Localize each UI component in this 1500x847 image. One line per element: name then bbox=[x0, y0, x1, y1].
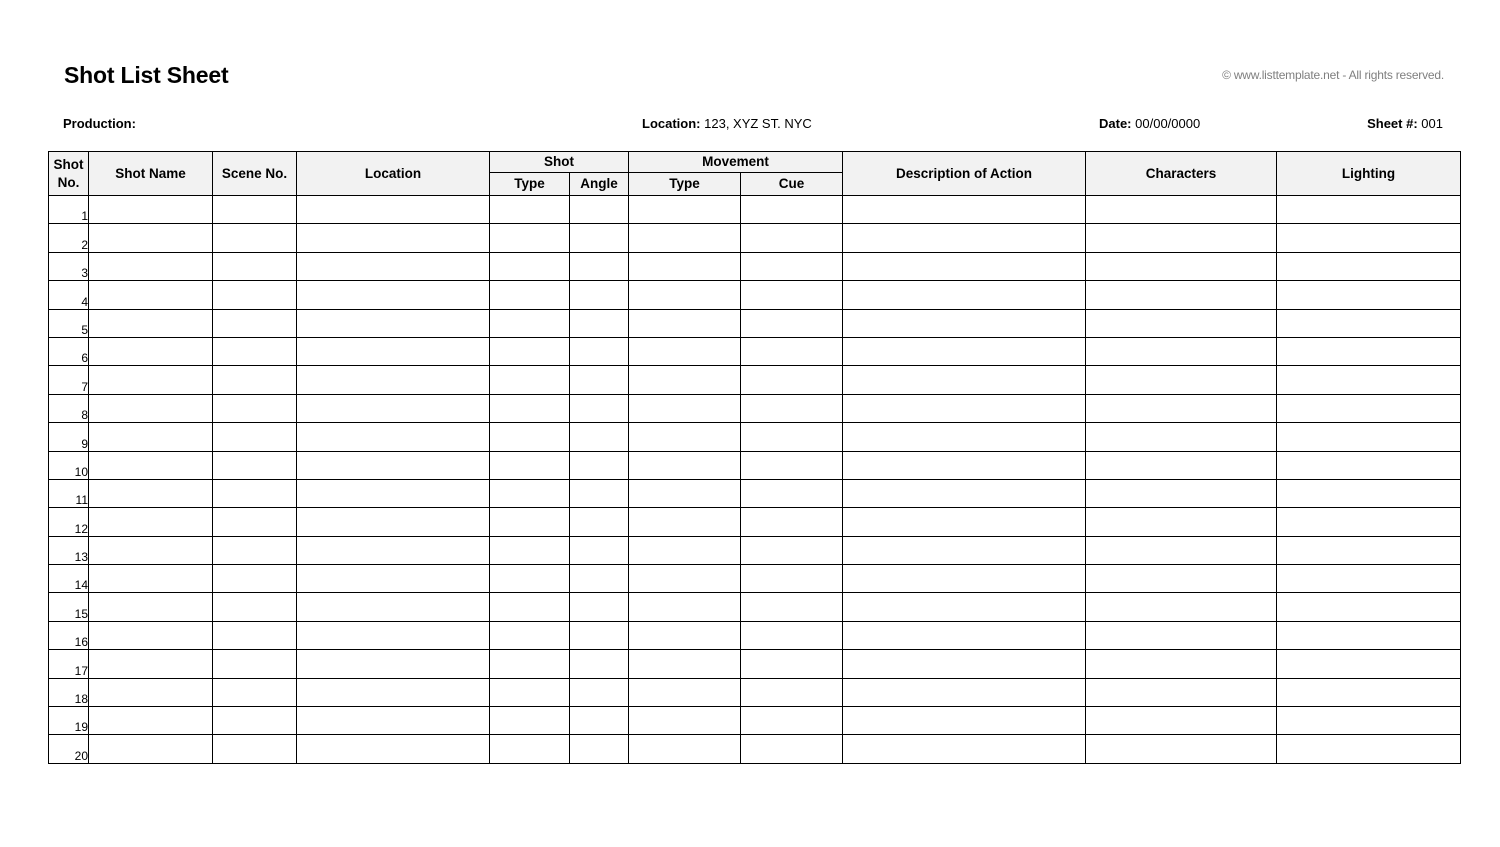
row-number: 14 bbox=[49, 565, 89, 593]
movement-type-cell[interactable] bbox=[629, 252, 741, 280]
shot-name-cell[interactable] bbox=[89, 565, 213, 593]
row-number: 7 bbox=[49, 366, 89, 394]
location-cell[interactable] bbox=[297, 281, 490, 309]
shot-name-cell[interactable] bbox=[89, 394, 213, 422]
scene-no-cell[interactable] bbox=[213, 707, 297, 735]
header-group-movement: Movement bbox=[629, 152, 843, 173]
shot-name-cell[interactable] bbox=[89, 252, 213, 280]
movement-cue-cell[interactable] bbox=[741, 252, 843, 280]
movement-cue-cell[interactable] bbox=[741, 565, 843, 593]
shot-type-cell[interactable] bbox=[490, 735, 570, 763]
scene-no-cell[interactable] bbox=[213, 337, 297, 365]
description-cell[interactable] bbox=[843, 508, 1086, 536]
movement-cue-cell[interactable] bbox=[741, 366, 843, 394]
characters-cell[interactable] bbox=[1086, 479, 1277, 507]
header-location: Location bbox=[297, 152, 490, 196]
movement-type-cell[interactable] bbox=[629, 281, 741, 309]
movement-type-cell[interactable] bbox=[629, 196, 741, 224]
table-row bbox=[49, 678, 1461, 706]
movement-cue-cell[interactable] bbox=[741, 650, 843, 678]
shot-angle-cell[interactable] bbox=[570, 224, 629, 252]
movement-type-cell[interactable] bbox=[629, 565, 741, 593]
shot-angle-cell[interactable] bbox=[570, 366, 629, 394]
characters-cell[interactable] bbox=[1086, 650, 1277, 678]
location-cell[interactable] bbox=[297, 451, 490, 479]
movement-cue-cell[interactable] bbox=[741, 451, 843, 479]
table-row bbox=[49, 196, 1461, 224]
shot-angle-cell[interactable] bbox=[570, 536, 629, 564]
header-group-shot: Shot bbox=[490, 152, 629, 173]
description-cell[interactable] bbox=[843, 224, 1086, 252]
shot-name-cell[interactable] bbox=[89, 735, 213, 763]
movement-type-cell[interactable] bbox=[629, 423, 741, 451]
shot-angle-cell[interactable] bbox=[570, 479, 629, 507]
header-shot-type: Type bbox=[490, 173, 570, 196]
description-cell[interactable] bbox=[843, 252, 1086, 280]
scene-no-cell[interactable] bbox=[213, 565, 297, 593]
shot-type-cell[interactable] bbox=[490, 479, 570, 507]
characters-cell[interactable] bbox=[1086, 451, 1277, 479]
description-cell[interactable] bbox=[843, 565, 1086, 593]
characters-cell[interactable] bbox=[1086, 678, 1277, 706]
description-cell[interactable] bbox=[843, 735, 1086, 763]
table-row bbox=[49, 536, 1461, 564]
location-cell[interactable] bbox=[297, 621, 490, 649]
description-cell[interactable] bbox=[843, 678, 1086, 706]
shot-name-cell[interactable] bbox=[89, 621, 213, 649]
movement-cue-cell[interactable] bbox=[741, 224, 843, 252]
description-cell[interactable] bbox=[843, 593, 1086, 621]
location-cell[interactable] bbox=[297, 394, 490, 422]
characters-cell[interactable] bbox=[1086, 366, 1277, 394]
header-shot-angle: Angle bbox=[570, 173, 629, 196]
lighting-cell[interactable] bbox=[1277, 281, 1461, 309]
header-shot-name: Shot Name bbox=[89, 152, 213, 196]
scene-no-cell[interactable] bbox=[213, 508, 297, 536]
row-number: 19 bbox=[49, 707, 89, 735]
row-number: 6 bbox=[49, 337, 89, 365]
lighting-cell[interactable] bbox=[1277, 224, 1461, 252]
shot-name-cell[interactable] bbox=[89, 650, 213, 678]
lighting-cell[interactable] bbox=[1277, 678, 1461, 706]
row-number: 8 bbox=[49, 394, 89, 422]
lighting-cell[interactable] bbox=[1277, 423, 1461, 451]
movement-type-cell[interactable] bbox=[629, 366, 741, 394]
characters-cell[interactable] bbox=[1086, 309, 1277, 337]
page-title: Shot List Sheet bbox=[64, 62, 229, 88]
row-number: 10 bbox=[49, 451, 89, 479]
movement-type-cell[interactable] bbox=[629, 508, 741, 536]
shot-type-cell[interactable] bbox=[490, 423, 570, 451]
header-scene-no: Scene No. bbox=[213, 152, 297, 196]
shot-name-cell[interactable] bbox=[89, 366, 213, 394]
characters-cell[interactable] bbox=[1086, 735, 1277, 763]
header-movement-cue: Cue bbox=[741, 173, 843, 196]
shot-type-cell[interactable] bbox=[490, 650, 570, 678]
location-cell[interactable] bbox=[297, 479, 490, 507]
lighting-cell[interactable] bbox=[1277, 735, 1461, 763]
row-number: 5 bbox=[49, 309, 89, 337]
characters-cell[interactable] bbox=[1086, 536, 1277, 564]
shot-type-cell[interactable] bbox=[490, 309, 570, 337]
shot-type-cell[interactable] bbox=[490, 281, 570, 309]
description-cell[interactable] bbox=[843, 479, 1086, 507]
row-number: 15 bbox=[49, 593, 89, 621]
description-cell[interactable] bbox=[843, 337, 1086, 365]
movement-cue-cell[interactable] bbox=[741, 735, 843, 763]
characters-cell[interactable] bbox=[1086, 707, 1277, 735]
header-shot-no-line1: Shot bbox=[53, 156, 84, 172]
movement-type-cell[interactable] bbox=[629, 735, 741, 763]
characters-cell[interactable] bbox=[1086, 621, 1277, 649]
movement-cue-cell[interactable] bbox=[741, 678, 843, 706]
table-row bbox=[49, 252, 1461, 280]
movement-cue-cell[interactable] bbox=[741, 593, 843, 621]
production-field bbox=[63, 116, 136, 131]
shot-name-cell[interactable] bbox=[89, 224, 213, 252]
shot-name-cell[interactable] bbox=[89, 309, 213, 337]
shot-type-cell[interactable] bbox=[490, 451, 570, 479]
lighting-cell[interactable] bbox=[1277, 337, 1461, 365]
shot-name-cell[interactable] bbox=[89, 508, 213, 536]
shot-name-cell[interactable] bbox=[89, 536, 213, 564]
table-row bbox=[49, 224, 1461, 252]
header-shot-no bbox=[49, 152, 89, 196]
lighting-cell[interactable] bbox=[1277, 593, 1461, 621]
shot-name-cell[interactable] bbox=[89, 479, 213, 507]
row-number: 16 bbox=[49, 621, 89, 649]
table-row bbox=[49, 337, 1461, 365]
table-row bbox=[49, 650, 1461, 678]
scene-no-cell[interactable] bbox=[213, 423, 297, 451]
lighting-cell[interactable] bbox=[1277, 252, 1461, 280]
location-cell[interactable] bbox=[297, 735, 490, 763]
scene-no-cell[interactable] bbox=[213, 621, 297, 649]
table-row bbox=[49, 394, 1461, 422]
header-description: Description of Action bbox=[843, 152, 1086, 196]
description-cell[interactable] bbox=[843, 536, 1086, 564]
date-label: Date: bbox=[1099, 116, 1132, 131]
description-cell[interactable] bbox=[843, 707, 1086, 735]
header-lighting: Lighting bbox=[1277, 152, 1461, 196]
row-number: 18 bbox=[49, 678, 89, 706]
shot-type-cell[interactable] bbox=[490, 593, 570, 621]
location-cell[interactable] bbox=[297, 565, 490, 593]
row-number: 11 bbox=[49, 479, 89, 507]
scene-no-cell[interactable] bbox=[213, 593, 297, 621]
shot-angle-cell[interactable] bbox=[570, 621, 629, 649]
shot-type-cell[interactable] bbox=[490, 252, 570, 280]
shot-name-cell[interactable] bbox=[89, 281, 213, 309]
row-number: 2 bbox=[49, 224, 89, 252]
table-row bbox=[49, 621, 1461, 649]
location-cell[interactable] bbox=[297, 536, 490, 564]
shot-type-cell[interactable] bbox=[490, 678, 570, 706]
date-value: 00/00/0000 bbox=[1135, 116, 1201, 131]
lighting-cell[interactable] bbox=[1277, 536, 1461, 564]
lighting-cell[interactable] bbox=[1277, 394, 1461, 422]
description-cell[interactable] bbox=[843, 281, 1086, 309]
scene-no-cell[interactable] bbox=[213, 536, 297, 564]
movement-type-cell[interactable] bbox=[629, 621, 741, 649]
description-cell[interactable] bbox=[843, 394, 1086, 422]
table-row bbox=[49, 593, 1461, 621]
shot-angle-cell[interactable] bbox=[570, 451, 629, 479]
lighting-cell[interactable] bbox=[1277, 565, 1461, 593]
location-cell[interactable] bbox=[297, 650, 490, 678]
shot-type-cell[interactable] bbox=[490, 508, 570, 536]
shot-angle-cell[interactable] bbox=[570, 508, 629, 536]
characters-cell[interactable] bbox=[1086, 565, 1277, 593]
movement-type-cell[interactable] bbox=[629, 451, 741, 479]
movement-cue-cell[interactable] bbox=[741, 536, 843, 564]
scene-no-cell[interactable] bbox=[213, 252, 297, 280]
description-cell[interactable] bbox=[843, 196, 1086, 224]
shot-type-cell[interactable] bbox=[490, 621, 570, 649]
table-row bbox=[49, 423, 1461, 451]
shot-type-cell[interactable] bbox=[490, 536, 570, 564]
location-cell[interactable] bbox=[297, 707, 490, 735]
header-movement-type: Type bbox=[629, 173, 741, 196]
description-cell[interactable] bbox=[843, 366, 1086, 394]
shot-angle-cell[interactable] bbox=[570, 678, 629, 706]
shot-angle-cell[interactable] bbox=[570, 252, 629, 280]
table-row bbox=[49, 565, 1461, 593]
table-row bbox=[49, 479, 1461, 507]
shot-angle-cell[interactable] bbox=[570, 735, 629, 763]
row-number: 9 bbox=[49, 423, 89, 451]
lighting-cell[interactable] bbox=[1277, 508, 1461, 536]
shot-type-cell[interactable] bbox=[490, 707, 570, 735]
lighting-cell[interactable] bbox=[1277, 366, 1461, 394]
row-number: 20 bbox=[49, 735, 89, 763]
sheet-number-label: Sheet #: bbox=[1367, 116, 1418, 131]
header-shot-no-line2: No. bbox=[57, 174, 80, 190]
lighting-cell[interactable] bbox=[1277, 479, 1461, 507]
shot-angle-cell[interactable] bbox=[570, 337, 629, 365]
scene-no-cell[interactable] bbox=[213, 650, 297, 678]
movement-cue-cell[interactable] bbox=[741, 423, 843, 451]
shot-name-cell[interactable] bbox=[89, 196, 213, 224]
scene-no-cell[interactable] bbox=[213, 366, 297, 394]
characters-cell[interactable] bbox=[1086, 508, 1277, 536]
movement-type-cell[interactable] bbox=[629, 536, 741, 564]
movement-type-cell[interactable] bbox=[629, 479, 741, 507]
characters-cell[interactable] bbox=[1086, 196, 1277, 224]
lighting-cell[interactable] bbox=[1277, 196, 1461, 224]
shot-list-table bbox=[48, 151, 1461, 764]
description-cell[interactable] bbox=[843, 650, 1086, 678]
lighting-cell[interactable] bbox=[1277, 707, 1461, 735]
shot-name-cell[interactable] bbox=[89, 678, 213, 706]
table-row bbox=[49, 707, 1461, 735]
scene-no-cell[interactable] bbox=[213, 224, 297, 252]
row-number: 12 bbox=[49, 508, 89, 536]
shot-angle-cell[interactable] bbox=[570, 423, 629, 451]
table-row bbox=[49, 451, 1461, 479]
shot-angle-cell[interactable] bbox=[570, 565, 629, 593]
scene-no-cell[interactable] bbox=[213, 479, 297, 507]
movement-cue-cell[interactable] bbox=[741, 309, 843, 337]
location-label: Location: bbox=[642, 116, 701, 131]
scene-no-cell[interactable] bbox=[213, 309, 297, 337]
location-cell[interactable] bbox=[297, 593, 490, 621]
table-row bbox=[49, 281, 1461, 309]
copyright-notice: © www.listtemplate.net - All rights reserved. bbox=[1222, 68, 1444, 82]
movement-type-cell[interactable] bbox=[629, 650, 741, 678]
shot-type-cell[interactable] bbox=[490, 565, 570, 593]
shot-angle-cell[interactable] bbox=[570, 309, 629, 337]
shot-name-cell[interactable] bbox=[89, 451, 213, 479]
row-number: 4 bbox=[49, 281, 89, 309]
description-cell[interactable] bbox=[843, 621, 1086, 649]
movement-cue-cell[interactable] bbox=[741, 508, 843, 536]
shot-name-cell[interactable] bbox=[89, 593, 213, 621]
movement-cue-cell[interactable] bbox=[741, 707, 843, 735]
movement-type-cell[interactable] bbox=[629, 309, 741, 337]
row-number: 17 bbox=[49, 650, 89, 678]
lighting-cell[interactable] bbox=[1277, 650, 1461, 678]
row-number: 13 bbox=[49, 536, 89, 564]
characters-cell[interactable] bbox=[1086, 394, 1277, 422]
location-cell[interactable] bbox=[297, 508, 490, 536]
table-row bbox=[49, 309, 1461, 337]
shot-angle-cell[interactable] bbox=[570, 196, 629, 224]
sheet-number-value: 001 bbox=[1421, 116, 1443, 131]
shot-angle-cell[interactable] bbox=[570, 593, 629, 621]
location-cell[interactable] bbox=[297, 196, 490, 224]
movement-type-cell[interactable] bbox=[629, 394, 741, 422]
location-cell[interactable] bbox=[297, 224, 490, 252]
lighting-cell[interactable] bbox=[1277, 451, 1461, 479]
characters-cell[interactable] bbox=[1086, 593, 1277, 621]
location-value: 123, XYZ ST. NYC bbox=[704, 116, 812, 131]
movement-cue-cell[interactable] bbox=[741, 479, 843, 507]
lighting-cell[interactable] bbox=[1277, 621, 1461, 649]
movement-cue-cell[interactable] bbox=[741, 281, 843, 309]
movement-cue-cell[interactable] bbox=[741, 337, 843, 365]
movement-type-cell[interactable] bbox=[629, 337, 741, 365]
movement-type-cell[interactable] bbox=[629, 707, 741, 735]
movement-cue-cell[interactable] bbox=[741, 196, 843, 224]
shot-type-cell[interactable] bbox=[490, 366, 570, 394]
description-cell[interactable] bbox=[843, 423, 1086, 451]
scene-no-cell[interactable] bbox=[213, 735, 297, 763]
description-cell[interactable] bbox=[843, 309, 1086, 337]
shot-angle-cell[interactable] bbox=[570, 650, 629, 678]
characters-cell[interactable] bbox=[1086, 252, 1277, 280]
location-cell[interactable] bbox=[297, 309, 490, 337]
shot-name-cell[interactable] bbox=[89, 707, 213, 735]
shot-type-cell[interactable] bbox=[490, 337, 570, 365]
header-characters: Characters bbox=[1086, 152, 1277, 196]
shot-angle-cell[interactable] bbox=[570, 707, 629, 735]
scene-no-cell[interactable] bbox=[213, 281, 297, 309]
table-row bbox=[49, 366, 1461, 394]
movement-type-cell[interactable] bbox=[629, 678, 741, 706]
movement-type-cell[interactable] bbox=[629, 224, 741, 252]
production-label: Production: bbox=[63, 116, 136, 131]
description-cell[interactable] bbox=[843, 451, 1086, 479]
characters-cell[interactable] bbox=[1086, 423, 1277, 451]
location-field bbox=[642, 116, 812, 131]
row-number: 3 bbox=[49, 252, 89, 280]
shot-angle-cell[interactable] bbox=[570, 281, 629, 309]
scene-no-cell[interactable] bbox=[213, 196, 297, 224]
movement-cue-cell[interactable] bbox=[741, 621, 843, 649]
table-row bbox=[49, 508, 1461, 536]
location-cell[interactable] bbox=[297, 366, 490, 394]
row-number: 1 bbox=[49, 196, 89, 224]
shot-name-cell[interactable] bbox=[89, 423, 213, 451]
characters-cell[interactable] bbox=[1086, 224, 1277, 252]
shot-type-cell[interactable] bbox=[490, 196, 570, 224]
shot-angle-cell[interactable] bbox=[570, 394, 629, 422]
location-cell[interactable] bbox=[297, 423, 490, 451]
shot-type-cell[interactable] bbox=[490, 394, 570, 422]
characters-cell[interactable] bbox=[1086, 281, 1277, 309]
movement-cue-cell[interactable] bbox=[741, 394, 843, 422]
scene-no-cell[interactable] bbox=[213, 678, 297, 706]
location-cell[interactable] bbox=[297, 337, 490, 365]
characters-cell[interactable] bbox=[1086, 337, 1277, 365]
sheet-number-field bbox=[1367, 116, 1443, 131]
scene-no-cell[interactable] bbox=[213, 394, 297, 422]
table-row bbox=[49, 735, 1461, 763]
location-cell[interactable] bbox=[297, 678, 490, 706]
location-cell[interactable] bbox=[297, 252, 490, 280]
shot-type-cell[interactable] bbox=[490, 224, 570, 252]
scene-no-cell[interactable] bbox=[213, 451, 297, 479]
movement-type-cell[interactable] bbox=[629, 593, 741, 621]
date-field bbox=[1099, 116, 1200, 131]
lighting-cell[interactable] bbox=[1277, 309, 1461, 337]
shot-name-cell[interactable] bbox=[89, 337, 213, 365]
